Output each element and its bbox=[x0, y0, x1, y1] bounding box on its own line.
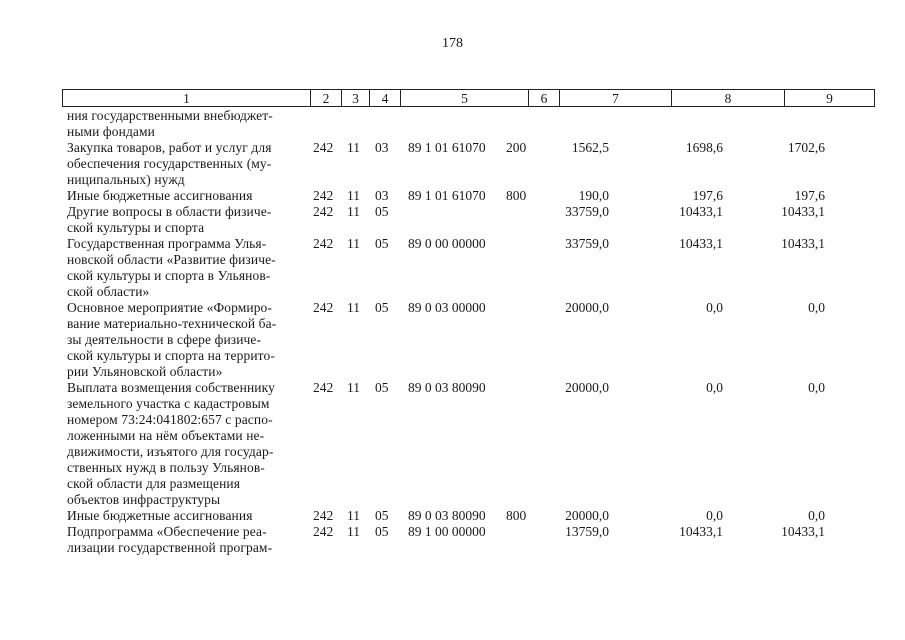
row-name-line: Выплата возмещения собственнику bbox=[67, 380, 275, 395]
amount-year-2: 1698,6 bbox=[685, 140, 723, 155]
code-expense-type: 200 bbox=[506, 140, 527, 155]
code-chapter: 242 bbox=[313, 140, 334, 155]
row-name-line: Иные бюджетные ассигнования bbox=[67, 188, 253, 203]
code-target-item: 89 0 03 00000 bbox=[408, 300, 486, 315]
row-name-line: зы деятельности в сфере физиче- bbox=[67, 332, 262, 347]
row-name-line: Государственная программа Улья- bbox=[67, 236, 267, 251]
amount-year-3: 0,0 bbox=[808, 508, 825, 523]
row-name bbox=[67, 188, 303, 204]
table-row bbox=[67, 380, 857, 508]
column-header: 7 bbox=[560, 90, 672, 107]
code-chapter: 242 bbox=[313, 300, 334, 315]
row-name bbox=[67, 204, 303, 236]
row-name bbox=[67, 508, 303, 524]
row-name-line: ложенными на нём объектами не- bbox=[67, 428, 265, 443]
row-name bbox=[67, 380, 303, 508]
amount-year-1: 20000,0 bbox=[565, 380, 609, 395]
row-name-line: ской культуры и спорта bbox=[67, 220, 205, 235]
row-name-line: объектов инфраструктуры bbox=[67, 492, 221, 507]
row-name-line: обеспечения государственных (му- bbox=[67, 156, 272, 171]
amount-year-3: 1702,6 bbox=[787, 140, 825, 155]
code-subsection: 05 bbox=[375, 508, 389, 523]
code-chapter: 242 bbox=[313, 380, 334, 395]
row-name-line: Другие вопросы в области физиче- bbox=[67, 204, 272, 219]
code-target-item: 89 0 03 80090 bbox=[408, 508, 486, 523]
table-row bbox=[67, 204, 857, 236]
amount-year-3: 10433,1 bbox=[781, 236, 825, 251]
row-name-line: лизации государственной програм- bbox=[67, 540, 273, 555]
row-name-line: Основное мероприятие «Формиро- bbox=[67, 300, 273, 315]
code-target-item: 89 0 03 80090 bbox=[408, 380, 486, 395]
page-number: 178 bbox=[442, 36, 463, 51]
row-name-line: ниципальных) нужд bbox=[67, 172, 185, 187]
row-name-line: ской культуры и спорта в Ульянов- bbox=[67, 268, 271, 283]
column-header: 5 bbox=[401, 90, 529, 107]
row-name bbox=[67, 300, 303, 380]
row-name-line: движимости, изъятого для государ- bbox=[67, 444, 274, 459]
code-section: 11 bbox=[347, 140, 360, 155]
amount-year-2: 197,6 bbox=[692, 188, 723, 203]
table-row bbox=[67, 524, 857, 556]
amount-year-1: 20000,0 bbox=[565, 508, 609, 523]
column-header: 6 bbox=[529, 90, 560, 107]
amount-year-3: 0,0 bbox=[808, 380, 825, 395]
table-row bbox=[67, 108, 857, 140]
column-header: 4 bbox=[370, 90, 401, 107]
amount-year-2: 10433,1 bbox=[679, 204, 723, 219]
column-header: 3 bbox=[342, 90, 370, 107]
amount-year-3: 197,6 bbox=[794, 188, 825, 203]
code-target-item: 89 1 01 61070 bbox=[408, 140, 486, 155]
row-name-line: ской области для размещения bbox=[67, 476, 241, 491]
amount-year-2: 0,0 bbox=[706, 380, 723, 395]
table-row bbox=[67, 188, 857, 204]
code-section: 11 bbox=[347, 524, 360, 539]
code-subsection: 05 bbox=[375, 380, 389, 395]
row-name bbox=[67, 140, 303, 188]
column-header-table bbox=[62, 89, 875, 107]
amount-year-1: 190,0 bbox=[578, 188, 609, 203]
code-subsection: 05 bbox=[375, 236, 389, 251]
row-name-line: ской культуры и спорта на террито- bbox=[67, 348, 275, 363]
code-subsection: 05 bbox=[375, 300, 389, 315]
code-chapter: 242 bbox=[313, 236, 334, 251]
row-name-line: новской области «Развитие физиче- bbox=[67, 252, 276, 267]
table-row bbox=[67, 508, 857, 524]
code-subsection: 05 bbox=[375, 524, 389, 539]
column-header: 8 bbox=[672, 90, 785, 107]
row-name-line: Закупка товаров, работ и услуг для bbox=[67, 140, 272, 155]
row-name-line: Иные бюджетные ассигнования bbox=[67, 508, 253, 523]
code-section: 11 bbox=[347, 236, 360, 251]
row-name-line: ственных нужд в пользу Ульянов- bbox=[67, 460, 265, 475]
amount-year-2: 0,0 bbox=[706, 300, 723, 315]
code-target-item: 89 0 00 00000 bbox=[408, 236, 486, 251]
row-name-line: ской области» bbox=[67, 284, 150, 299]
column-header-row bbox=[63, 90, 875, 107]
row-name-line: ными фондами bbox=[67, 124, 155, 139]
code-chapter: 242 bbox=[313, 524, 334, 539]
amount-year-2: 10433,1 bbox=[679, 236, 723, 251]
row-name-line: вание материально-технической ба- bbox=[67, 316, 277, 331]
code-chapter: 242 bbox=[313, 188, 334, 203]
code-expense-type: 800 bbox=[506, 188, 527, 203]
column-header: 1 bbox=[63, 90, 311, 107]
table-row bbox=[67, 140, 857, 188]
row-name-line: земельного участка с кадастровым bbox=[67, 396, 270, 411]
amount-year-3: 10433,1 bbox=[781, 204, 825, 219]
code-subsection: 03 bbox=[375, 140, 389, 155]
code-chapter: 242 bbox=[313, 204, 334, 219]
code-subsection: 05 bbox=[375, 204, 389, 219]
amount-year-3: 0,0 bbox=[808, 300, 825, 315]
code-section: 11 bbox=[347, 188, 360, 203]
code-section: 11 bbox=[347, 508, 360, 523]
code-section: 11 bbox=[347, 380, 360, 395]
row-name bbox=[67, 236, 303, 300]
row-name-line: Подпрограмма «Обеспечение реа- bbox=[67, 524, 267, 539]
row-name bbox=[67, 524, 303, 556]
code-section: 11 bbox=[347, 300, 360, 315]
row-name-line: ния государственными внебюджет- bbox=[67, 108, 273, 123]
amount-year-1: 13759,0 bbox=[565, 524, 609, 539]
column-header: 2 bbox=[311, 90, 342, 107]
code-target-item: 89 1 00 00000 bbox=[408, 524, 486, 539]
amount-year-1: 20000,0 bbox=[565, 300, 609, 315]
code-chapter: 242 bbox=[313, 508, 334, 523]
amount-year-2: 10433,1 bbox=[679, 524, 723, 539]
amount-year-1: 33759,0 bbox=[565, 204, 609, 219]
row-name-line: номером 73:24:041802:657 с распо- bbox=[67, 412, 273, 427]
code-target-item: 89 1 01 61070 bbox=[408, 188, 486, 203]
budget-table-body bbox=[67, 108, 857, 556]
row-name-line: рии Ульяновской области» bbox=[67, 364, 223, 379]
amount-year-3: 10433,1 bbox=[781, 524, 825, 539]
code-expense-type: 800 bbox=[506, 508, 527, 523]
amount-year-1: 1562,5 bbox=[571, 140, 609, 155]
amount-year-1: 33759,0 bbox=[565, 236, 609, 251]
table-row bbox=[67, 300, 857, 380]
amount-year-2: 0,0 bbox=[706, 508, 723, 523]
row-name bbox=[67, 108, 303, 140]
table-row bbox=[67, 236, 857, 300]
code-subsection: 03 bbox=[375, 188, 389, 203]
column-header: 9 bbox=[785, 90, 875, 107]
code-section: 11 bbox=[347, 204, 360, 219]
